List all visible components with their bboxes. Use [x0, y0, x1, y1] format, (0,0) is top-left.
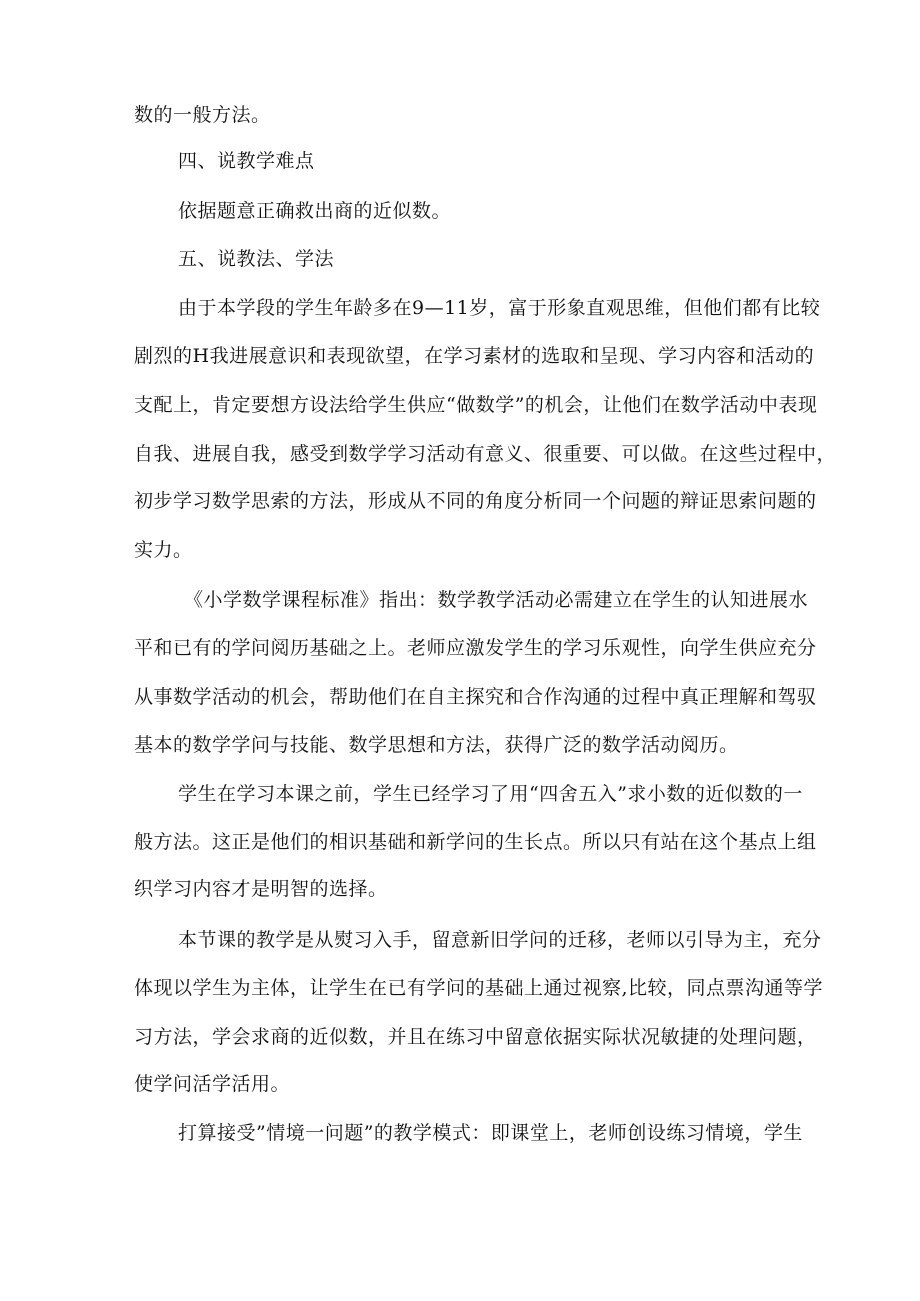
text-line: 《小学数学课程标准》指出：数学教学活动必需建立在学生的认知进展水 [184, 589, 809, 611]
section-heading: 五、说教法、学法 [178, 248, 335, 270]
text-line: 平和已有的学问阅历基础之上。老师应激发学生的学习乐观性，向学生供应充分 [134, 637, 817, 659]
text-line: 自我、进展自我，感受到数学学习活动有意义、很重要、可以做。在这些过程中， [134, 443, 837, 465]
text-line: 由于本学段的学生年龄多在9—11岁，富于形象直观思维，但他们都有比较 [178, 297, 821, 319]
text-line: 支配上，肯定要想方设法给学生供应“做数学”的机会，让他们在数学活动中表现 [134, 394, 818, 416]
text-line: 基本的数学学问与技能、数学思想和方法，获得广泛的数学活动阅历。 [134, 734, 739, 756]
text-line: 织学习内容才是明智的选择。 [134, 878, 388, 900]
text-line: 般方法。这正是他们的相识基础和新学问的生长点。所以只有站在这个基点上组 [134, 831, 817, 853]
text-line: 数的一般方法。 [134, 104, 271, 126]
text-line: 使学问活学活用。 [134, 1073, 291, 1095]
text-line: 学生在学习本课之前，学生已经学习了用“四舍五入”求小数的近似数的一 [178, 783, 803, 805]
text-line: 剧烈的H我进展意识和表现欲望，在学习素材的选取和呈现、学习内容和活动的 [134, 345, 815, 367]
text-line: 初步学习数学思索的方法，形成从不同的角度分析同一个问题的辩证思索问题的 [134, 490, 817, 512]
text-line: 打算接受”情境一问题”的教学模式：即课堂上，老师创设练习情境，学生 [178, 1122, 803, 1144]
text-line: 习方法，学会求商的近似数，并且在练习中留意依据实际状况敏捷的处理问题， [134, 1026, 817, 1048]
text-line: 本节课的教学是从熨习入手，留意新旧学问的迁移，老师以引导为主，充分 [178, 929, 822, 951]
text-line: 依据题意正确救出商的近似数。 [178, 200, 452, 222]
text-line: 体现以学生为主体，让学生在已有学问的基础上通过视察,比较，同点票沟通等学 [134, 977, 824, 999]
text-line: 实力。 [134, 539, 193, 561]
section-heading: 四、说教学难点 [178, 150, 315, 172]
text-line: 从事数学活动的机会，帮助他们在自主探究和合作沟通的过程中真正理解和驾驭 [134, 686, 817, 708]
